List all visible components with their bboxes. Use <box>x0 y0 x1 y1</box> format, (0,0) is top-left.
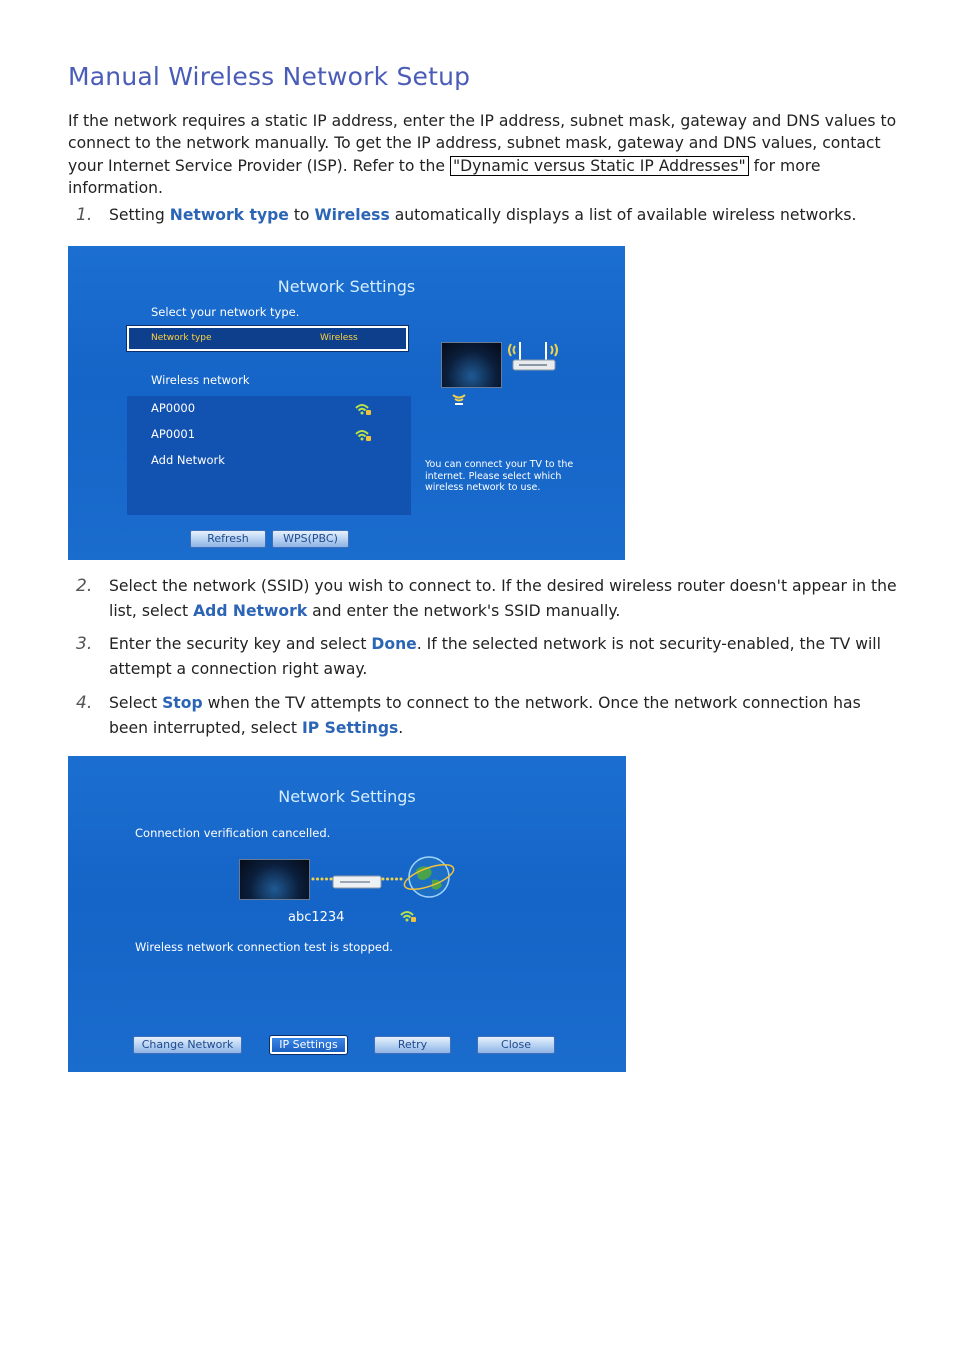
step-text <box>109 574 898 624</box>
step-number: 2. <box>76 576 93 596</box>
step-4 <box>68 691 898 741</box>
keyword-done: Done <box>371 635 417 653</box>
step-text <box>109 691 898 741</box>
ip-settings-button[interactable]: IP Settings <box>270 1036 347 1054</box>
step-text-part: . <box>398 719 404 737</box>
network-item-ap0001[interactable]: AP0001 <box>151 427 196 441</box>
step-text-part: automatically displays a list of available wireless networks. <box>389 206 857 224</box>
step-number: 3. <box>76 634 93 654</box>
tv-illustration <box>239 859 310 900</box>
step-number: 4. <box>76 693 93 713</box>
globe-icon <box>402 854 456 900</box>
step-1 <box>68 203 898 228</box>
step-text-part: Enter the security key and select <box>109 635 372 653</box>
wifi-signal-icon <box>399 909 417 923</box>
intro-text-end: for more information. <box>68 156 821 198</box>
screen-prompt: Select your network type. <box>151 305 300 319</box>
step-text-part: and enter the network's SSID manually. <box>307 602 621 620</box>
step-text-part: Select the network (SSID) you wish to connect to. If the desired wireless router doesn't appear in the list, select <box>109 577 897 620</box>
step-text <box>109 632 898 682</box>
wps-pbc-button[interactable]: WPS(PBC) <box>272 530 349 548</box>
intro-paragraph <box>68 110 898 200</box>
wifi-signal-icon <box>354 428 372 442</box>
test-stopped-message: Wireless network connection test is stopped. <box>135 940 393 954</box>
step-text <box>109 203 898 228</box>
step-3 <box>68 632 898 682</box>
keyword-ip-settings: IP Settings <box>302 719 399 737</box>
network-settings-screen-2 <box>68 756 626 1072</box>
step-number: 1. <box>76 205 93 225</box>
network-item-add-network[interactable]: Add Network <box>151 453 225 467</box>
connection-dots-icon <box>381 873 403 883</box>
network-type-row[interactable] <box>127 326 408 351</box>
help-text: You can connect your TV to the internet. Please select which wireless network to use. <box>425 459 574 493</box>
screen-title: Network Settings <box>278 787 416 806</box>
network-settings-screen-1 <box>68 246 625 560</box>
tv-illustration <box>441 342 502 388</box>
retry-button[interactable]: Retry <box>374 1036 451 1054</box>
step-text-part: Select <box>109 694 163 712</box>
keyword-wireless: Wireless <box>314 206 390 224</box>
network-type-label: Network type <box>151 333 212 343</box>
refresh-button[interactable]: Refresh <box>190 530 266 548</box>
close-button[interactable]: Close <box>477 1036 555 1054</box>
connection-dots-icon <box>311 873 333 883</box>
step-text-part: when the TV attempts to connect to the network. Once the network connection has been interrupted, select <box>109 694 861 737</box>
page-title: Manual Wireless Network Setup <box>68 62 471 91</box>
step-2 <box>68 574 898 624</box>
dynamic-static-ip-link[interactable]: "Dynamic versus Static IP Addresses" <box>450 156 749 176</box>
network-item-ap0000[interactable]: AP0000 <box>151 401 196 415</box>
connection-status: Connection verification cancelled. <box>135 826 331 840</box>
router-icon <box>505 340 563 374</box>
step-text-part: . If the selected network is not security-enabled, the TV will attempt a connection right away. <box>109 635 881 678</box>
router-icon <box>332 873 382 891</box>
keyword-stop: Stop <box>162 694 203 712</box>
change-network-button[interactable]: Change Network <box>133 1036 242 1054</box>
ssid-name: abc1234 <box>288 910 345 925</box>
screen-title: Network Settings <box>277 277 416 296</box>
wifi-signal-icon <box>354 402 372 416</box>
step-text-part: Setting <box>109 206 170 224</box>
keyword-add-network: Add Network <box>193 602 308 620</box>
step-text-part: to <box>288 206 315 224</box>
network-type-value: Wireless <box>320 333 358 343</box>
intro-text: If the network requires a static IP address, enter the IP address, subnet mask, gateway and DNS values to connect to the network manually. To get the IP address, subnet mask, gateway and DNS values, contact your Internet Service Provider (ISP). Refer to the <box>68 112 897 175</box>
wireless-network-label: Wireless network <box>151 373 250 387</box>
keyword-network-type: Network type <box>169 206 289 224</box>
wireless-waves-icon <box>451 387 467 409</box>
